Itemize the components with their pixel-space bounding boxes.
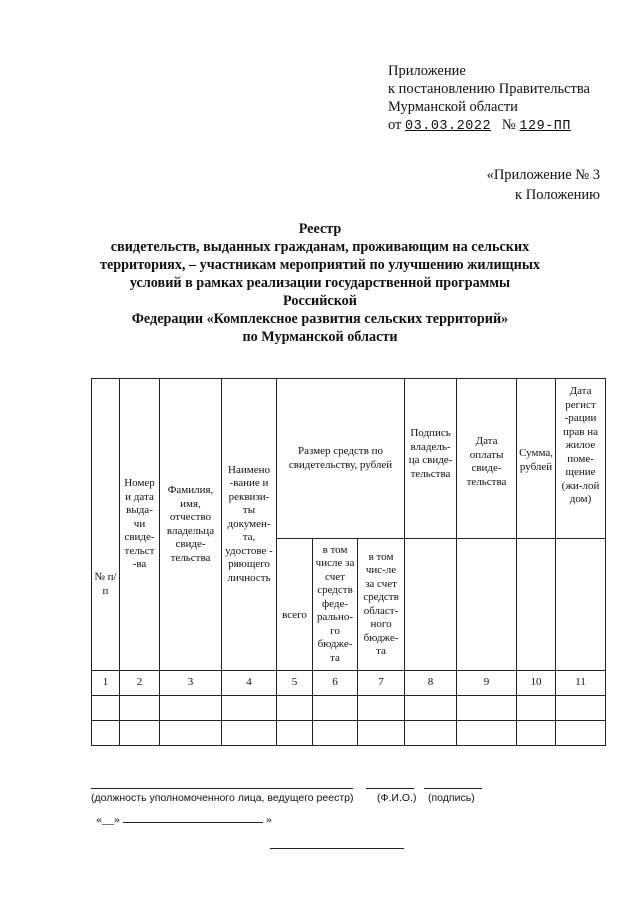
document-title xyxy=(100,220,540,346)
table-cell xyxy=(358,721,405,746)
table-cell xyxy=(313,721,358,746)
name-label: (Ф.И.О.) xyxy=(377,792,417,804)
column-number: 8 xyxy=(405,671,457,696)
name-signature-line xyxy=(366,788,414,789)
title-line-6: по Мурманской области xyxy=(242,329,398,345)
approval-date: 03.03.2022 xyxy=(405,119,492,134)
title-line-5: Федерации «Комплексное развития сельских территорий» xyxy=(131,311,509,327)
header-col-signature: Подпись владель-ца свиде-тельства xyxy=(405,379,457,539)
column-number: 10 xyxy=(517,671,556,696)
approval-block xyxy=(388,62,590,136)
table-cell xyxy=(160,721,222,746)
column-numbers-row xyxy=(92,671,606,696)
table-cell xyxy=(358,696,405,721)
header-col-number: № п/п xyxy=(92,379,120,671)
header-col-total: всего xyxy=(277,539,313,671)
column-number: 6 xyxy=(313,671,358,696)
title-line-1: Реестр xyxy=(298,221,342,237)
column-number: 9 xyxy=(457,671,517,696)
date-blank-line xyxy=(123,812,263,823)
table-cell xyxy=(120,721,160,746)
table-cell xyxy=(120,696,160,721)
empty-cell xyxy=(517,539,556,671)
header-col-registration-date: Дата регист -рации прав на жилое поме-щение (жи-лой дом) xyxy=(556,379,606,539)
column-number: 11 xyxy=(556,671,606,696)
table-cell xyxy=(92,696,120,721)
title-line-4: условий в рамках реализации государственной программы Российской xyxy=(129,275,511,309)
signature-label: (подпись) xyxy=(428,792,475,804)
column-number: 4 xyxy=(222,671,277,696)
header-col-federal: в том числе за счет средств феде-рально-го бюдже-та xyxy=(313,539,358,671)
table-cell xyxy=(405,721,457,746)
table-row xyxy=(92,721,606,746)
header-col-amount-group: Размер средств по свидетельству, рублей xyxy=(277,379,405,539)
approval-number: 129-ПП xyxy=(519,119,571,134)
position-label: (должность уполномоченного лица, ведущего реестр) xyxy=(91,792,354,804)
position-signature-line xyxy=(91,788,353,789)
approval-line-3: Мурманской области xyxy=(388,99,518,115)
approval-line-1: Приложение xyxy=(388,63,466,79)
date-open: «__» xyxy=(96,812,120,826)
header-col-owner: Фамилия, имя, отчество владельца свиде-тельства xyxy=(160,379,222,671)
table-cell xyxy=(517,696,556,721)
column-number: 3 xyxy=(160,671,222,696)
table-cell xyxy=(277,696,313,721)
approval-line-2: к постановлению Правительства xyxy=(388,81,590,97)
appendix-line-1: «Приложение № 3 xyxy=(486,167,600,183)
column-number: 5 xyxy=(277,671,313,696)
table-cell xyxy=(160,696,222,721)
title-line-3: территориях, – участникам мероприятий по улучшению жилищных xyxy=(100,257,540,273)
table-cell xyxy=(556,721,606,746)
registry-table xyxy=(91,378,606,746)
header-col-sum: Сумма, рублей xyxy=(517,379,556,539)
table-cell xyxy=(556,696,606,721)
header-col-id-document: Наимено -вание и реквизи-ты докумен-та, удостове - ряющего личность xyxy=(222,379,277,671)
table-cell xyxy=(517,721,556,746)
appendix-line-2: к Положению xyxy=(515,187,600,203)
signature-line xyxy=(424,788,482,789)
empty-cell xyxy=(457,539,517,671)
table-cell xyxy=(222,721,277,746)
table-cell xyxy=(313,696,358,721)
approval-date-line xyxy=(388,116,590,136)
number-label: № xyxy=(501,117,516,133)
header-col-payment-date: Дата оплаты свиде-тельства xyxy=(457,379,517,539)
empty-cell xyxy=(405,539,457,671)
table-row xyxy=(92,696,606,721)
column-number: 1 xyxy=(92,671,120,696)
from-label: от xyxy=(388,117,402,133)
title-line-2: свидетельств, выданных гражданам, проживающим на сельских xyxy=(110,239,530,255)
date-line xyxy=(96,812,272,827)
date-close: » xyxy=(266,812,272,826)
table-cell xyxy=(405,696,457,721)
table-cell xyxy=(222,696,277,721)
header-col-certificate: Номер и дата выда-чи свиде-тельст -ва xyxy=(120,379,160,671)
appendix-block xyxy=(487,165,600,205)
closing-line xyxy=(270,848,404,849)
table-cell xyxy=(92,721,120,746)
table-cell xyxy=(457,721,517,746)
header-col-regional: в том чис-ле за счет средств област-ного бюдже-та xyxy=(358,539,405,671)
column-number: 7 xyxy=(358,671,405,696)
empty-cell xyxy=(556,539,606,671)
table-cell xyxy=(277,721,313,746)
table-cell xyxy=(457,696,517,721)
column-number: 2 xyxy=(120,671,160,696)
